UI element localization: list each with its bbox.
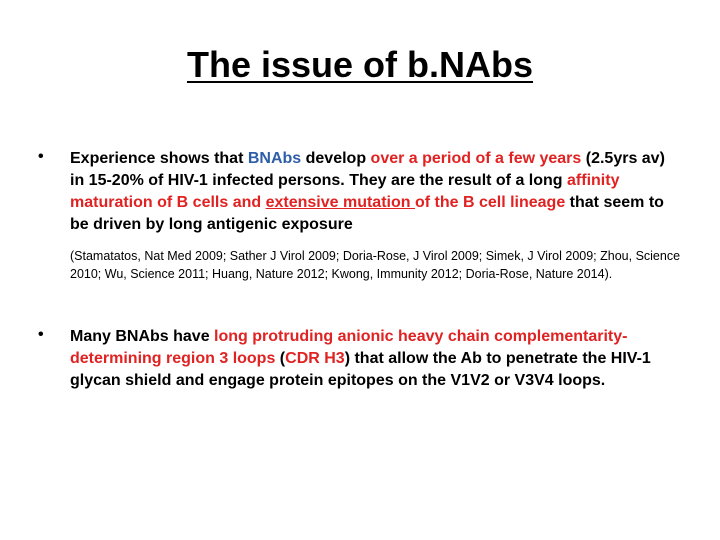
b1-text-1: Experience shows that (70, 150, 248, 167)
b1-text-9: that seem to be driven by long antigenic exposure (70, 194, 664, 233)
b1-lineage-highlight: of the B cell lineage (414, 194, 566, 211)
b1-mutation-highlight: extensive mutation (265, 194, 415, 211)
bullet-1-text (70, 148, 678, 236)
bullet-2-text (70, 326, 678, 392)
references: (Stamatatos, Nat Med 2009; Sather J Virol 2009; Doria-Rose, J Virol 2009; Simek, J Virol 2009; Zhou, Science 2010; Wu, Science 2011; Huang, Nature 2012; Kwong, Immunity 2012; Doria-Rose, Nature 2014). (70, 249, 681, 281)
b1-bnabs-highlight: BNAbs (247, 150, 302, 167)
b1-affinity-highlight: affinity maturation of B cells and (70, 172, 620, 211)
title-text: The issue of b.NAbs (186, 44, 534, 85)
b2-text-3: ( (275, 350, 286, 367)
bullet-2 (38, 326, 678, 392)
b1-text-5: (2.5yrs av) in 15-20% of HIV-1 infected persons. They are the result of a long (70, 150, 665, 189)
b2-cdrh3-highlight: CDR H3 (285, 350, 345, 367)
b2-text-5: ) that allow the Ab to penetrate the HIV-1 glycan shield and engage protein epitopes on the V1V2 or V3V4 loops. (70, 350, 651, 389)
bullet-marker: • (38, 326, 44, 343)
slide-title (0, 44, 720, 86)
b1-period-highlight: over a period of a few years (370, 150, 582, 167)
b1-text-3: develop (301, 150, 371, 167)
bullet-marker: • (38, 148, 44, 165)
b2-text-1: Many BNAbs have (70, 328, 215, 345)
b2-loops-highlight: long protruding anionic heavy chain complementarity-determining region 3 loops (70, 328, 628, 367)
bullet-1 (38, 148, 678, 236)
